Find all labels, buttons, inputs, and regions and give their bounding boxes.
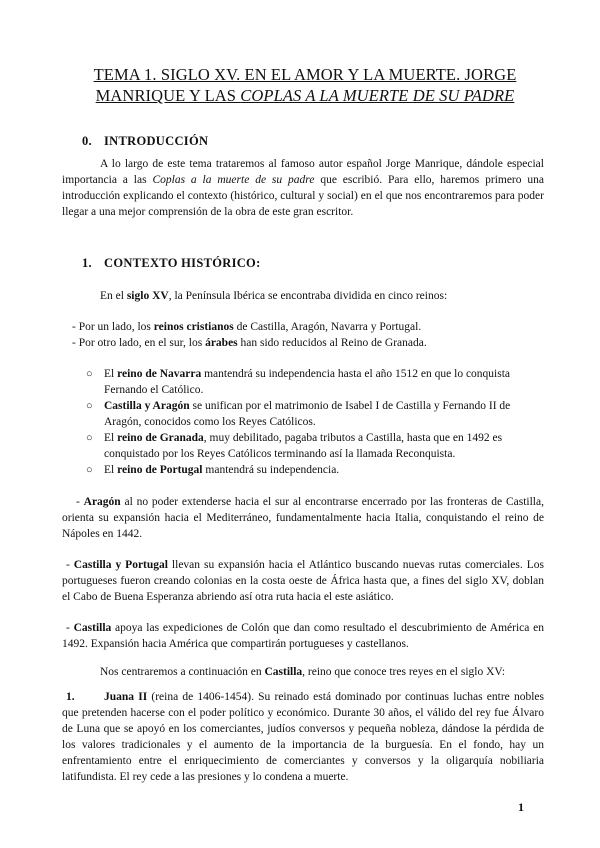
cp-bold: Castilla y Portugal	[73, 559, 168, 571]
section-0-number: 0.	[82, 134, 92, 148]
bullet-2-post: se unifican por el matrimonio de Isabel I de Castilla y Fernando II de Aragón, conocidos como los Reyes Católicos.	[104, 400, 511, 428]
context-intro-bold: siglo XV	[126, 290, 169, 302]
list-item	[86, 366, 536, 398]
juan-ii-number: 1.	[66, 691, 75, 703]
bullet-icon: ○	[86, 368, 93, 380]
dash-item-1-bold: reinos cristianos	[153, 321, 234, 333]
bullet-2-bold: Castilla y Aragón	[104, 400, 190, 412]
cp-a: -	[66, 559, 74, 571]
bullet-4-pre: El	[104, 464, 118, 476]
section-1-heading	[82, 256, 261, 271]
section-0-heading	[82, 134, 208, 149]
dash-item-2-a: - Por otro lado, en el sur, los	[72, 337, 206, 349]
cp-c: llevan su expansión hacia el Atlántico buscando nuevas rutas comerciales. Los portugueses fueron creando colonias en la costa oeste de África hasta que, a fines del siglo XV, doblan el Cabo de Buena Esperanza abriendo así otra ruta hacia el este asiático.	[62, 559, 544, 603]
cas-bold: Castilla	[73, 622, 112, 634]
bullet-4-bold: reino de Portugal	[117, 464, 203, 476]
dash-item-2	[72, 335, 542, 351]
context-intro-c: , la Península Ibérica se encontraba dividida en cinco reinos:	[168, 290, 448, 302]
page-number: 1	[518, 800, 524, 814]
kings-intro-c: , reino que conoce tres reyes en el siglo XV:	[302, 666, 506, 678]
section-1-title: CONTEXTO HISTÓRICO:	[104, 256, 261, 270]
bullet-1-bold: reino de Navarra	[117, 368, 202, 380]
intro-text-b: que escribió. Para ello, haremos primero una introducción explicando el contexto (histórico, cultural y social) en el que nos encontraremos para poder llegar a una mejor comprensión de la obra de este gran escritor.	[62, 174, 544, 218]
intro-work-title: Coplas a la muerte de su padre	[152, 174, 315, 186]
intro-text-a: A lo largo de este tema trataremos al famoso autor español Jorge Manrique, dándole especial importancia a las	[62, 158, 544, 186]
section-0-title: INTRODUCCIÓN	[104, 134, 209, 148]
dash-item-2-bold: árabes	[205, 337, 238, 349]
bullet-3-bold: reino de Granada	[117, 432, 204, 444]
list-item	[86, 462, 536, 478]
juan-ii-paragraph	[62, 689, 544, 785]
aragon-paragraph	[62, 494, 544, 542]
castilla-paragraph	[62, 620, 544, 652]
context-intro	[100, 288, 550, 304]
bullet-1-post: mantendrá su independencia hasta el año 1512 en que lo conquista Fernando el Católico.	[104, 368, 511, 396]
section-1-number: 1.	[82, 256, 92, 270]
bullet-3-pre: El	[104, 432, 118, 444]
aragon-bold: Aragón	[83, 496, 121, 508]
document-title	[60, 64, 550, 106]
cas-c: apoya las expediciones de Colón que dan como resultado el descubrimiento de América en 1492. Expansión hacia América que compartirán portugueses y castellanos.	[62, 622, 544, 650]
kings-intro-a: Nos centraremos a continuación en	[100, 666, 265, 678]
intro-paragraph	[62, 156, 544, 220]
title-line-2-italic: COPLAS A LA MUERTE DE SU PADRE	[240, 86, 515, 105]
aragon-c: al no poder extenderse hacia el sur al encontrarse encerrado por las fronteras de Castilla, orienta su expansión hacia el Mediterráneo, fundamentalmente hacia Italia, conquistando el reino de Nápoles en 1442.	[62, 496, 544, 540]
context-intro-a: En el	[100, 290, 127, 302]
castilla-portugal-paragraph	[62, 557, 544, 605]
title-line-2	[60, 85, 550, 106]
title-line-2-plain: MANRIQUE Y LAS	[95, 86, 241, 105]
cas-a: -	[66, 622, 74, 634]
kings-intro	[100, 664, 550, 680]
aragon-a: -	[76, 496, 84, 508]
bullet-4-post: mantendrá su independencia.	[202, 464, 340, 476]
bullet-icon: ○	[86, 400, 93, 412]
bullet-icon: ○	[86, 432, 93, 444]
kings-intro-bold: Castilla	[264, 666, 303, 678]
list-item	[86, 398, 536, 430]
juan-ii-text: (reina de 1406-1454). Su reinado está dominado por continuas luchas entre nobles que pretenden hacerse con el poder político y económico. Durante 30 años, el válido del rey fue Álvaro de Luna que se apoyó en los comerciantes, judíos conversos y pequeña nobleza, dándose la pérdida de los valores tradicionales y el aumento de la importancia de la burguesía. En el fondo, hay un enfrentamiento entre el enriquecimiento de comerciantes y conversos y la oligarquía nobiliaria latifundista. El rey cede a las presiones y lo condena a muerte.	[62, 691, 544, 783]
dash-item-1-c: de Castilla, Aragón, Navarra y Portugal.	[233, 321, 422, 333]
dash-item-1-a: - Por un lado, los	[72, 321, 154, 333]
dash-item-2-c: han sido reducidos al Reino de Granada.	[237, 337, 427, 349]
list-item	[86, 430, 536, 462]
bullet-icon: ○	[86, 464, 93, 476]
bullet-1-pre: El	[104, 368, 118, 380]
bullet-3-post: , muy debilitado, pagaba tributos a Castilla, hasta que en 1492 es conquistado por los Reyes Católicos terminando así la llamada Reconquista.	[104, 432, 503, 460]
title-line-1: TEMA 1. SIGLO XV. EN EL AMOR Y LA MUERTE. JORGE	[93, 65, 517, 84]
juan-ii-name: Juana II	[104, 691, 148, 703]
dash-item-1	[72, 319, 542, 335]
